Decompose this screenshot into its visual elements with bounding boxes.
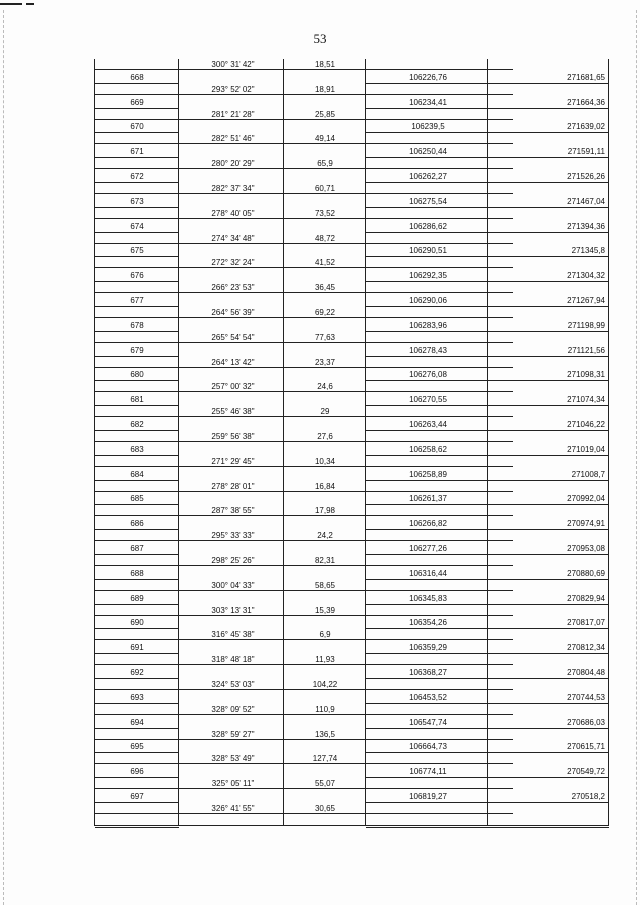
point-number: 670 xyxy=(130,122,144,132)
segment-length: 104,22 xyxy=(312,680,338,689)
point-number: 676 xyxy=(130,271,144,281)
segment-length: 136,5 xyxy=(314,729,336,739)
row-separator xyxy=(95,391,513,392)
bearing-angle: 266° 23' 53" xyxy=(211,283,255,293)
point-number: 680 xyxy=(130,370,144,380)
row-separator xyxy=(95,143,513,144)
bearing-angle: 271° 29' 45" xyxy=(211,456,255,466)
point-number: 674 xyxy=(130,221,144,231)
row-separator xyxy=(366,504,609,505)
row-separator xyxy=(95,752,179,753)
row-separator xyxy=(95,515,513,516)
row-separator xyxy=(95,193,513,194)
row-separator xyxy=(95,664,513,665)
point-number: 687 xyxy=(130,544,144,553)
coordinate-y: 270829,94 xyxy=(567,593,605,603)
coordinate-x: 106278,43 xyxy=(409,345,447,355)
coordinate-y: 271304,32 xyxy=(567,271,605,281)
row-separator xyxy=(95,132,179,133)
coordinate-y: 270549,72 xyxy=(567,767,605,777)
row-separator xyxy=(95,827,179,828)
row-separator xyxy=(95,739,513,740)
coordinates-table xyxy=(94,59,609,826)
coordinate-x: 106664,73 xyxy=(409,742,447,752)
coordinate-x: 106250,44 xyxy=(409,147,447,157)
row-separator xyxy=(95,480,179,481)
coordinate-x: 106547,74 xyxy=(409,717,447,727)
row-separator xyxy=(366,331,609,332)
row-separator xyxy=(366,256,609,257)
coordinate-y: 270615,71 xyxy=(567,742,605,752)
point-number: 677 xyxy=(130,296,144,305)
row-separator xyxy=(95,565,513,566)
coordinate-y: 270953,08 xyxy=(567,544,605,553)
row-separator xyxy=(95,639,513,640)
coordinate-x: 106258,62 xyxy=(409,444,447,454)
point-number: 686 xyxy=(130,519,144,529)
bearing-angle: 274° 34' 48" xyxy=(211,233,255,243)
row-separator xyxy=(366,83,609,84)
coordinate-y: 271198,99 xyxy=(567,320,605,330)
coordinate-y: 271046,22 xyxy=(567,420,605,429)
row-separator xyxy=(366,430,609,431)
coordinate-x: 106266,82 xyxy=(409,519,447,529)
row-separator xyxy=(95,69,513,70)
row-separator xyxy=(366,703,609,704)
row-separator xyxy=(366,132,609,133)
row-separator xyxy=(95,218,513,219)
row-separator xyxy=(366,405,609,406)
bearing-angle: 272° 32' 24" xyxy=(211,258,255,268)
corner-mark xyxy=(0,3,22,5)
coordinate-x: 106345,83 xyxy=(409,593,447,603)
segment-length: 18,51 xyxy=(314,60,336,69)
coordinate-x: 106258,89 xyxy=(409,469,447,479)
bearing-angle: 259° 56' 38" xyxy=(211,432,255,441)
point-number: 684 xyxy=(130,469,144,479)
point-number: 675 xyxy=(130,246,144,256)
bearing-angle: 325° 05' 11" xyxy=(211,779,255,789)
row-separator xyxy=(95,119,513,120)
row-separator xyxy=(95,292,513,293)
row-separator xyxy=(95,182,179,183)
row-separator xyxy=(366,108,609,109)
point-number: 681 xyxy=(130,395,144,405)
bearing-angle: 318° 48' 18" xyxy=(211,655,255,665)
row-separator xyxy=(95,714,513,715)
bearing-angle: 287° 38' 55" xyxy=(211,506,255,516)
segment-length: 23,37 xyxy=(314,357,336,367)
row-separator xyxy=(95,405,179,406)
row-separator xyxy=(366,604,609,605)
row-separator xyxy=(95,243,513,244)
coordinate-x: 106276,08 xyxy=(409,370,447,380)
coordinate-y: 271267,94 xyxy=(567,296,605,305)
row-separator xyxy=(95,416,513,417)
bearing-angle: 298° 25' 26" xyxy=(211,556,255,565)
coordinate-y: 271121,56 xyxy=(567,345,605,355)
coordinate-x: 106359,29 xyxy=(409,643,447,653)
row-separator xyxy=(95,540,513,541)
segment-length: 49,14 xyxy=(314,134,336,144)
coordinate-y: 271526,26 xyxy=(567,172,605,181)
point-number: 690 xyxy=(130,618,144,628)
row-separator xyxy=(95,342,513,343)
segment-length: 24,6 xyxy=(317,382,333,392)
row-separator xyxy=(95,367,513,368)
coordinate-y: 270744,53 xyxy=(567,692,605,702)
segment-length: 65,9 xyxy=(317,159,333,169)
corner-mark-short xyxy=(26,3,34,5)
coordinate-y: 270518,2 xyxy=(571,792,605,801)
row-separator xyxy=(95,94,513,95)
bearing-angle: 295° 33' 33" xyxy=(211,531,255,541)
row-separator xyxy=(366,455,609,456)
row-separator xyxy=(95,678,179,679)
row-separator xyxy=(95,256,179,257)
row-separator xyxy=(366,653,609,654)
point-number: 679 xyxy=(130,345,144,355)
row-separator xyxy=(95,380,179,381)
row-separator xyxy=(95,455,179,456)
segment-length: 18,91 xyxy=(314,84,336,94)
coordinate-y: 270992,04 xyxy=(567,494,605,504)
row-separator xyxy=(95,788,513,789)
segment-length: 55,07 xyxy=(314,779,336,789)
row-separator xyxy=(95,813,513,814)
coordinate-x: 106283,96 xyxy=(409,320,447,330)
row-separator xyxy=(95,628,179,629)
segment-length: 82,31 xyxy=(314,556,336,565)
point-number: 683 xyxy=(130,444,144,454)
coordinate-y: 271639,02 xyxy=(567,122,605,132)
point-number: 692 xyxy=(130,668,144,677)
bearing-angle: 293° 52' 02" xyxy=(211,84,255,94)
coordinate-x: 106368,27 xyxy=(409,668,447,677)
segment-length: 58,65 xyxy=(314,580,336,590)
segment-length: 15,39 xyxy=(314,605,336,615)
bearing-angle: 300° 31' 42" xyxy=(211,60,255,69)
bearing-angle: 255° 46' 38" xyxy=(211,407,255,417)
coordinate-x: 106226,76 xyxy=(409,72,447,82)
segment-length: 36,45 xyxy=(314,283,336,293)
row-separator xyxy=(366,207,609,208)
row-separator xyxy=(95,579,179,580)
point-number: 689 xyxy=(130,593,144,603)
bearing-angle: 328° 53' 49" xyxy=(211,754,255,764)
row-separator xyxy=(366,182,609,183)
row-separator xyxy=(366,777,609,778)
row-separator xyxy=(95,108,179,109)
row-separator xyxy=(95,689,513,690)
bearing-angle: 280° 20' 29" xyxy=(211,159,255,169)
row-separator xyxy=(95,554,179,555)
bearing-angle: 326° 41' 55" xyxy=(211,804,255,813)
coordinate-x: 106234,41 xyxy=(409,97,447,107)
left-binding-edge xyxy=(3,10,4,905)
point-number: 693 xyxy=(130,692,144,702)
bearing-angle: 328° 09' 52" xyxy=(211,704,255,714)
point-number: 682 xyxy=(130,420,144,429)
segment-length: 25,85 xyxy=(314,109,336,119)
row-separator xyxy=(95,207,179,208)
row-separator xyxy=(366,480,609,481)
segment-length: 69,22 xyxy=(314,308,336,317)
coordinate-x: 106453,52 xyxy=(409,692,447,702)
row-separator xyxy=(366,157,609,158)
row-separator xyxy=(366,529,609,530)
coordinate-y: 270880,69 xyxy=(567,568,605,578)
row-separator xyxy=(95,281,179,282)
bearing-angle: 265° 54' 54" xyxy=(211,332,255,342)
coordinate-x: 106261,37 xyxy=(409,494,447,504)
right-binding-edge xyxy=(636,10,637,905)
page-number: 53 xyxy=(313,31,327,46)
row-separator xyxy=(95,491,513,492)
row-separator xyxy=(95,653,179,654)
segment-length: 17,98 xyxy=(314,506,336,516)
row-separator xyxy=(95,441,513,442)
row-separator xyxy=(95,83,179,84)
segment-length: 6,9 xyxy=(319,630,331,640)
bearing-angle: 257° 00' 32" xyxy=(211,382,255,392)
coordinate-x: 106270,55 xyxy=(409,395,447,405)
coordinate-y: 271664,36 xyxy=(567,97,605,107)
segment-length: 27,6 xyxy=(317,432,333,441)
bearing-angle: 300° 04' 33" xyxy=(211,580,255,590)
coordinate-y: 271591,11 xyxy=(567,147,605,157)
coordinate-x: 106239,5 xyxy=(411,122,445,132)
row-separator xyxy=(366,579,609,580)
segment-length: 73,52 xyxy=(314,208,336,218)
segment-length: 127,74 xyxy=(312,754,338,764)
coordinate-x: 106277,26 xyxy=(409,544,447,553)
coordinate-y: 270817,07 xyxy=(567,618,605,628)
row-separator xyxy=(366,281,609,282)
row-separator xyxy=(366,306,609,307)
coordinate-x: 106263,44 xyxy=(409,420,447,429)
coordinate-x: 106316,44 xyxy=(409,568,447,578)
column-divider xyxy=(283,59,284,825)
coordinate-x: 106292,35 xyxy=(409,271,447,281)
segment-length: 77,63 xyxy=(314,332,336,342)
point-number: 695 xyxy=(130,742,144,752)
row-separator xyxy=(95,802,179,803)
segment-length: 48,72 xyxy=(314,233,336,243)
segment-length: 24,2 xyxy=(317,531,333,541)
segment-length: 11,93 xyxy=(315,655,335,665)
row-separator xyxy=(366,554,609,555)
coordinate-y: 270974,91 xyxy=(567,519,605,529)
point-number: 678 xyxy=(130,320,144,330)
point-number: 694 xyxy=(130,717,144,727)
row-separator xyxy=(366,827,609,828)
row-separator xyxy=(95,356,179,357)
coordinate-x: 106262,27 xyxy=(409,172,447,181)
row-separator xyxy=(95,590,513,591)
bearing-angle: 282° 51' 46" xyxy=(211,134,255,144)
coordinate-y: 271394,36 xyxy=(567,221,605,231)
row-separator xyxy=(95,466,513,467)
row-separator xyxy=(95,728,179,729)
coordinate-y: 271019,04 xyxy=(567,444,605,454)
coordinate-y: 271467,04 xyxy=(567,196,605,206)
row-separator xyxy=(95,267,513,268)
coordinate-y: 271098,31 xyxy=(567,370,605,380)
point-number: 669 xyxy=(130,97,144,107)
segment-length: 29 xyxy=(320,407,330,417)
coordinate-y: 270812,34 xyxy=(567,643,605,653)
segment-length: 110,9 xyxy=(315,704,335,714)
column-divider xyxy=(365,59,366,825)
coordinate-y: 271008,7 xyxy=(571,469,605,479)
segment-length: 60,71 xyxy=(314,184,336,193)
point-number: 668 xyxy=(130,72,144,82)
bearing-angle: 282° 37' 34" xyxy=(211,184,255,193)
bearing-angle: 281° 21' 28" xyxy=(211,109,255,119)
row-separator xyxy=(95,604,179,605)
row-separator xyxy=(95,168,513,169)
row-separator xyxy=(95,331,179,332)
coordinate-x: 106275,54 xyxy=(409,196,447,206)
point-number: 685 xyxy=(130,494,144,504)
point-number: 697 xyxy=(130,792,144,801)
point-number: 673 xyxy=(130,196,144,206)
point-number: 688 xyxy=(130,568,144,578)
row-separator xyxy=(366,802,609,803)
row-separator xyxy=(366,678,609,679)
bearing-angle: 264° 56' 39" xyxy=(211,308,255,317)
row-separator xyxy=(366,752,609,753)
bearing-angle: 303° 13' 31" xyxy=(211,605,255,615)
row-separator xyxy=(366,728,609,729)
row-separator xyxy=(95,529,179,530)
segment-length: 41,52 xyxy=(314,258,336,268)
coordinate-y: 271074,34 xyxy=(567,395,605,405)
bearing-angle: 324° 53' 03" xyxy=(211,680,255,689)
bearing-angle: 278° 28' 01" xyxy=(211,481,255,491)
column-divider xyxy=(178,59,179,825)
coordinate-x: 106819,27 xyxy=(409,792,447,801)
coordinate-y: 270804,48 xyxy=(567,668,605,677)
bearing-angle: 328° 59' 27" xyxy=(211,729,255,739)
row-separator xyxy=(366,628,609,629)
row-separator xyxy=(95,317,513,318)
segment-length: 30,65 xyxy=(314,804,336,813)
point-number: 671 xyxy=(130,147,144,157)
coordinate-x: 106286,62 xyxy=(409,221,447,231)
point-number: 672 xyxy=(130,172,144,181)
point-number: 696 xyxy=(130,767,144,777)
bearing-angle: 278° 40' 05" xyxy=(211,208,255,218)
coordinate-x: 106774,11 xyxy=(409,767,447,777)
coordinate-y: 271345,8 xyxy=(571,246,605,256)
row-separator xyxy=(95,306,179,307)
row-separator xyxy=(95,763,513,764)
row-separator xyxy=(95,777,179,778)
coordinate-x: 106290,51 xyxy=(409,246,447,256)
segment-length: 16,84 xyxy=(314,481,336,491)
point-number: 691 xyxy=(130,643,144,653)
row-separator xyxy=(366,232,609,233)
coordinate-x: 106290,06 xyxy=(409,296,447,305)
row-separator xyxy=(95,504,179,505)
segment-length: 10,34 xyxy=(314,456,336,466)
row-separator xyxy=(95,615,513,616)
row-separator xyxy=(95,703,179,704)
row-separator xyxy=(366,356,609,357)
bearing-angle: 264° 13' 42" xyxy=(211,357,255,367)
row-separator xyxy=(366,380,609,381)
coordinate-y: 271681,65 xyxy=(567,72,605,82)
coordinate-y: 270686,03 xyxy=(567,717,605,727)
row-separator xyxy=(95,430,179,431)
row-separator xyxy=(95,157,179,158)
coordinate-x: 106354,26 xyxy=(409,618,447,628)
row-separator xyxy=(95,232,179,233)
bearing-angle: 316° 45' 38" xyxy=(211,630,255,640)
